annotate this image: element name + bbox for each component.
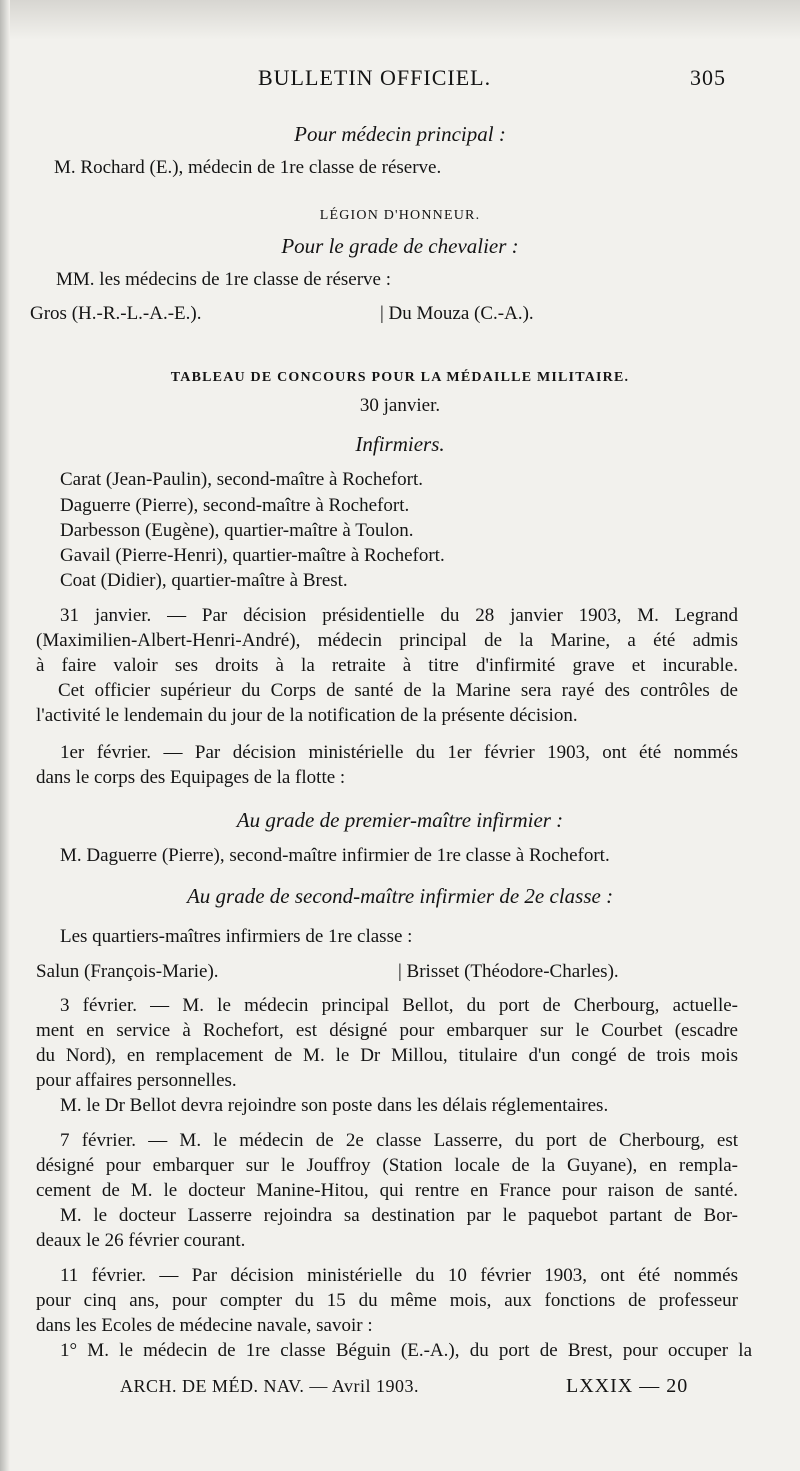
infirmier-entry: Coat (Didier), quartier-maître à Brest. [60,570,348,591]
footer-signature: LXXIX — 20 [566,1375,689,1397]
paragraph-line: M. le docteur Lasserre rejoindra sa destination par le paquebot partant de Bor- [60,1205,738,1226]
page-number: 305 [690,65,726,90]
paragraph-line: 11 février. — Par décision ministérielle du 10 février 1903, ont été nommés [60,1265,738,1286]
paragraph-line: dans les Ecoles de médecine navale, savoir : [36,1315,373,1336]
infirmier-entry: Carat (Jean-Paulin), second-maître à Rochefort. [60,469,423,490]
paragraph-line: du Nord), en remplacement de M. le Dr Millou, titulaire d'un congé de trois mois [36,1045,738,1066]
paragraph-line: cement de M. le docteur Manine-Hitou, qui rentre en France pour raison de santé. [36,1180,738,1201]
paragraph-line: à faire valoir ses droits à la retraite à titre d'infirmité grave et incurable. [36,655,738,676]
paragraph-line: 1er février. — Par décision ministérielle du 1er février 1903, ont été nommés [60,742,738,763]
infirmier-entry: Darbesson (Eugène), quartier-maître à Toulon. [60,520,414,541]
infirmier-entry: Daguerre (Pierre), second-maître à Rochefort. [60,495,410,516]
paragraph-line: 3 février. — M. le médecin principal Bellot, du port de Cherbourg, actuelle- [60,995,738,1016]
section-title-second-maitre: Au grade de second-maître infirmier de 2e classe : [186,884,614,908]
entry-brisset: | Brisset (Théodore-Charles). [398,961,619,982]
paragraph-line: (Maximilien-Albert-Henri-André), médecin principal de la Marine, a été admis [36,630,738,651]
paragraph-line: 31 janvier. — Par décision présidentielle du 28 janvier 1903, M. Legrand [60,605,738,626]
paragraph-line: 7 février. — M. le médecin de 2e classe Lasserre, du port de Cherbourg, est [60,1130,738,1151]
running-header-title: BULLETIN OFFICIEL. [258,65,492,90]
infirmier-entry: Gavail (Pierre-Henri), quartier-maître à Rochefort. [60,545,445,566]
paragraph-line: dans le corps des Equipages de la flotte : [36,767,346,788]
paragraph-line: Cet officier supérieur du Corps de santé de la Marine sera rayé des contrôles de [58,680,738,701]
paragraph-line: l'activité le lendemain du jour de la notification de la présente décision. [36,705,578,726]
infirmiers-heading: Infirmiers. [355,432,445,456]
paragraph-line: pour cinq ans, pour compter du 15 du même mois, aux fonctions de professeur [36,1290,738,1311]
section-title-premier-maitre: Au grade de premier-maître infirmier : [236,808,564,832]
entry-gros: Gros (H.-R.-L.-A.-E.). [30,303,202,324]
date-30-janvier: 30 janvier. [359,395,441,416]
paragraph-line: 1° M. le médecin de 1re classe Béguin (E.-A.), du port de Brest, pour occuper la [60,1340,752,1361]
quartiers-maitres-line: Les quartiers-maîtres infirmiers de 1re classe : [60,926,413,947]
medaille-militaire-heading: TABLEAU DE CONCOURS POUR LA MÉDAILLE MILITAIRE. [170,370,630,385]
section-title-chevalier: Pour le grade de chevalier : [281,234,519,258]
paragraph-line: ment en service à Rochefort, est désigné pour embarquer sur le Courbet (escadre [36,1020,738,1041]
footer-journal: ARCH. DE MÉD. NAV. — Avril 1903. [120,1376,420,1396]
entry-du-mouza: | Du Mouza (C.-A.). [380,303,534,324]
paragraph-line: M. le Dr Bellot devra rejoindre son poste dans les délais réglementaires. [60,1095,609,1116]
entry-rochard: M. Rochard (E.), médecin de 1re classe de réserve. [54,157,442,178]
reserve-doctors-line: MM. les médecins de 1re classe de réserve : [56,269,392,290]
paragraph-line: désigné pour embarquer sur le Jouffroy (Station locale de la Guyane), en rempla- [36,1155,738,1176]
legion-honneur-heading: LÉGION D'HONNEUR. [319,208,481,223]
entry-daguerre: M. Daguerre (Pierre), second-maître infirmier de 1re classe à Rochefort. [60,845,610,866]
paragraph-line: pour affaires personnelles. [36,1070,237,1091]
entry-salun: Salun (François-Marie). [36,961,219,982]
page-shadow-top [0,0,800,40]
section-title-medecin-principal: Pour médecin principal : [294,122,506,146]
paragraph-line: deaux le 26 février courant. [36,1230,246,1251]
